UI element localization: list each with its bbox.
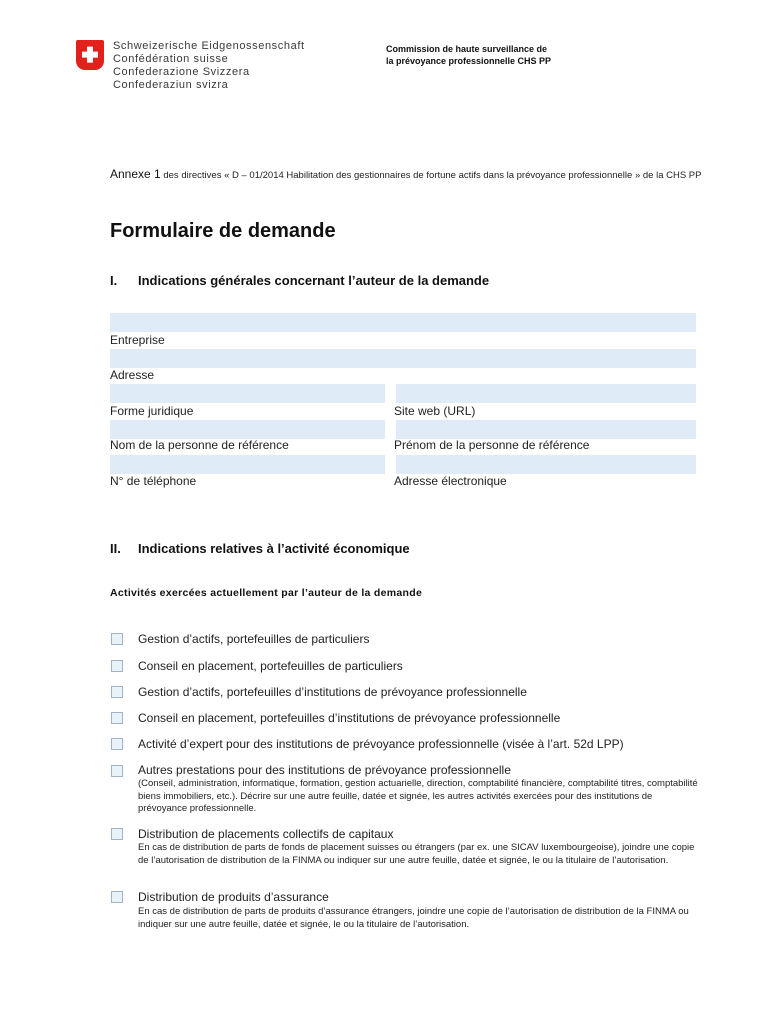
- annex-text: des directives « D – 01/2014 Habilitation des gestionnaires de fortune actifs dans la prévoyance professionnelle » de la CHS PP: [160, 170, 702, 181]
- activity-label-6: Autres prestations pour des institutions de prévoyance professionnelle: [138, 763, 511, 777]
- activity-label-8: Distribution de produits d’assurance: [138, 890, 329, 904]
- activity-label-7: Distribution de placements collectifs de capitaux: [138, 827, 394, 841]
- activity-checkbox-7[interactable]: [111, 828, 123, 840]
- activity-checkbox-2[interactable]: [111, 660, 123, 672]
- wordmark-line-it: Confederazione Svizzera: [113, 66, 250, 78]
- wordmark-line-de: Schweizerische Eidgenossenschaft: [113, 40, 305, 52]
- annex-reference: [110, 168, 710, 182]
- commission-line-1: Commission de haute surveillance de: [386, 44, 548, 54]
- adresse-field[interactable]: [110, 349, 696, 368]
- nom-reference-label: Nom de la personne de référence: [110, 438, 289, 452]
- section-2-number: II.: [110, 541, 121, 556]
- activity-label-3: Gestion d’actifs, portefeuilles d’institutions de prévoyance professionnelle: [138, 685, 527, 699]
- site-web-field[interactable]: [396, 384, 696, 403]
- wordmark-line-fr: Confédération suisse: [113, 53, 229, 65]
- activity-label-2: Conseil en placement, portefeuilles de particuliers: [138, 659, 403, 673]
- activity-checkbox-4[interactable]: [111, 712, 123, 724]
- section-1-heading: [110, 273, 489, 288]
- commission-name: [386, 43, 551, 67]
- section-1-title: Indications générales concernant l’auteur de la demande: [138, 273, 490, 288]
- activity-checkbox-3[interactable]: [111, 686, 123, 698]
- section-2-heading: [110, 541, 410, 556]
- annex-label: Annexe 1: [110, 167, 161, 181]
- telephone-field[interactable]: [110, 455, 385, 474]
- activity-label-4: Conseil en placement, portefeuilles d’institutions de prévoyance professionnelle: [138, 711, 561, 725]
- activity-desc-8: En cas de distribution de parts de produits d’assurance étrangers, joindre une copie de l’autorisation de distribution de la FINMA ou indiquer sur une autre feuille, datée et signée, le ou la titulaire de l’autorisation.: [138, 906, 689, 930]
- confederation-wordmark: [113, 40, 305, 92]
- activity-checkbox-6[interactable]: [111, 765, 123, 777]
- section-1-number: I.: [110, 273, 118, 288]
- site-web-label: Site web (URL): [394, 404, 476, 418]
- email-label: Adresse électronique: [394, 474, 507, 488]
- activity-desc-7: En cas de distribution de parts de fonds de placement suisses ou étrangers (par ex. une SICAV luxembourgeoise), joindre une copie de l’autorisation de distribution de la FINMA ou indiquer sur une autre feuille, datée et signée, le ou la titulaire de l’autorisation.: [138, 842, 695, 866]
- activity-label-5: Activité d’expert pour des institutions de prévoyance professionnelle (visée à l’art. 52d LPP): [138, 737, 624, 751]
- prenom-reference-label: Prénom de la personne de référence: [394, 438, 590, 452]
- activities-subheading: Activités exercées actuellement par l’auteur de la demande: [110, 587, 423, 599]
- prenom-reference-field[interactable]: [396, 420, 696, 439]
- wordmark-line-rm: Confederaziun svizra: [113, 79, 229, 91]
- activity-checkbox-5[interactable]: [111, 738, 123, 750]
- entreprise-label: Entreprise: [110, 333, 165, 347]
- email-field[interactable]: [396, 455, 696, 474]
- adresse-label: Adresse: [110, 368, 155, 382]
- swiss-cross-icon: [81, 46, 99, 64]
- activity-checkbox-1[interactable]: [111, 633, 123, 645]
- forme-juridique-field[interactable]: [110, 384, 385, 403]
- telephone-label: N° de téléphone: [110, 474, 197, 488]
- activity-label-1: Gestion d’actifs, portefeuilles de particuliers: [138, 632, 370, 646]
- entreprise-field[interactable]: [110, 313, 696, 332]
- forme-juridique-label: Forme juridique: [110, 404, 194, 418]
- swiss-flag-logo: [76, 40, 104, 70]
- activity-desc-6: (Conseil, administration, informatique, formation, gestion actuarielle, direction, comptabilité financière, comptabilité titres, comptabilité biens immobiliers, etc.). Décrire sur une autre feuille, datée et signée, les autres activités exercées pour des institutions de prévoyance professionnelle.: [138, 778, 698, 814]
- commission-line-2: la prévoyance professionnelle CHS PP: [386, 56, 552, 66]
- activity-checkbox-8[interactable]: [111, 891, 123, 903]
- nom-reference-field[interactable]: [110, 420, 385, 439]
- page-title: Formulaire de demande: [110, 220, 336, 242]
- section-2-title: Indications relatives à l’activité économique: [138, 541, 410, 556]
